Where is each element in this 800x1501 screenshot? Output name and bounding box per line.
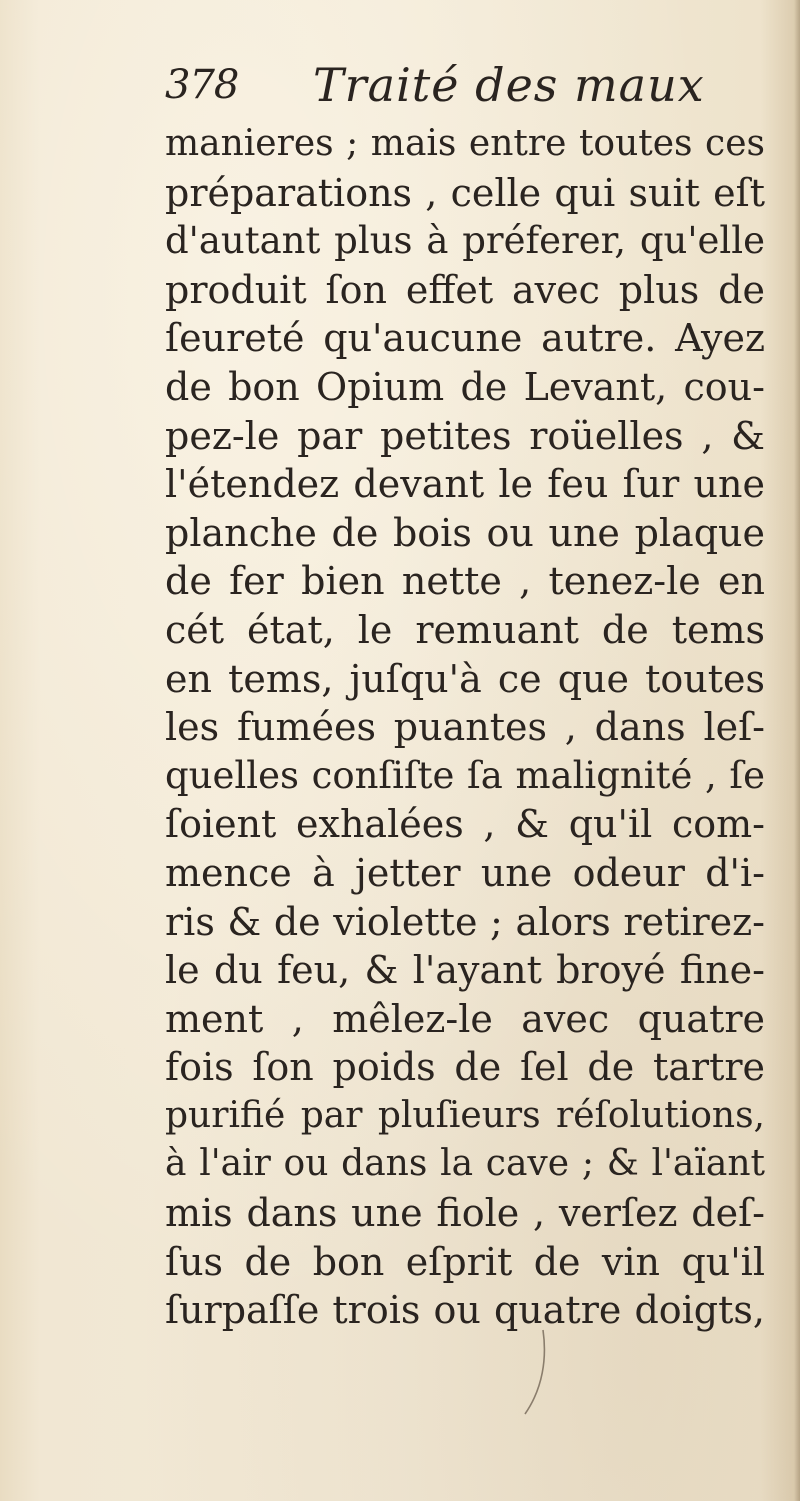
text-line: les fumées puantes , dans leſ- <box>165 705 765 750</box>
text-line: de bon Opium de Levant, cou- <box>165 364 765 409</box>
text-line: mence à jetter une odeur d'i- <box>165 850 765 895</box>
text-line: ſeureté qu'aucune autre. Ayez <box>165 316 765 361</box>
text-line: ſus de bon eſprit de vin qu'il <box>165 1239 765 1284</box>
text-line: fois ſon poids de ſel de tartre <box>165 1045 765 1090</box>
text-line: planche de bois ou une plaque <box>165 510 765 555</box>
text-line: cét état, le remuant de tems <box>165 607 765 652</box>
text-line: de fer bien nette , tenez-le en <box>165 559 765 604</box>
page-number: 378 <box>165 62 239 108</box>
running-title: Traité des maux <box>313 58 705 112</box>
text-line: manieres ; mais entre toutes ces <box>165 123 765 164</box>
text-line: ris & de violette ; alors retirez- <box>165 899 765 944</box>
text-line: ment , mêlez-le avec quatre <box>165 996 765 1041</box>
text-line: d'autant plus à préferer, qu'elle <box>165 219 765 263</box>
text-line: le du feu, & l'ayant broyé fine- <box>165 948 765 993</box>
text-line: en tems, juſqu'à ce que toutes <box>165 656 765 701</box>
text-line: l'étendez devant le feu ſur une <box>165 462 765 507</box>
text-line: ſurpaſſe trois ou quatre doigts, <box>165 1288 765 1333</box>
ink-stroke-mark <box>517 1328 553 1418</box>
text-line: produit ſon effet avec plus de <box>165 267 765 312</box>
text-line: quelles conſiſte ſa malignité , ſe <box>165 753 765 797</box>
body-text <box>165 120 765 1335</box>
text-line: à l'air ou dans la cave ; & l'aïant <box>165 1143 765 1185</box>
text-line: purifié par pluſieurs réſolutions, <box>165 1094 765 1136</box>
text-line: ſoient exhalées , & qu'il com- <box>165 802 765 847</box>
page-edge-shadow <box>794 0 800 1501</box>
page-header <box>165 58 765 122</box>
text-line: pez-le par petites roüelles , & <box>165 413 765 458</box>
text-line: mis dans une fiole , verſez deſ- <box>165 1191 765 1236</box>
text-line: préparations , celle qui suit eſt <box>165 170 765 215</box>
